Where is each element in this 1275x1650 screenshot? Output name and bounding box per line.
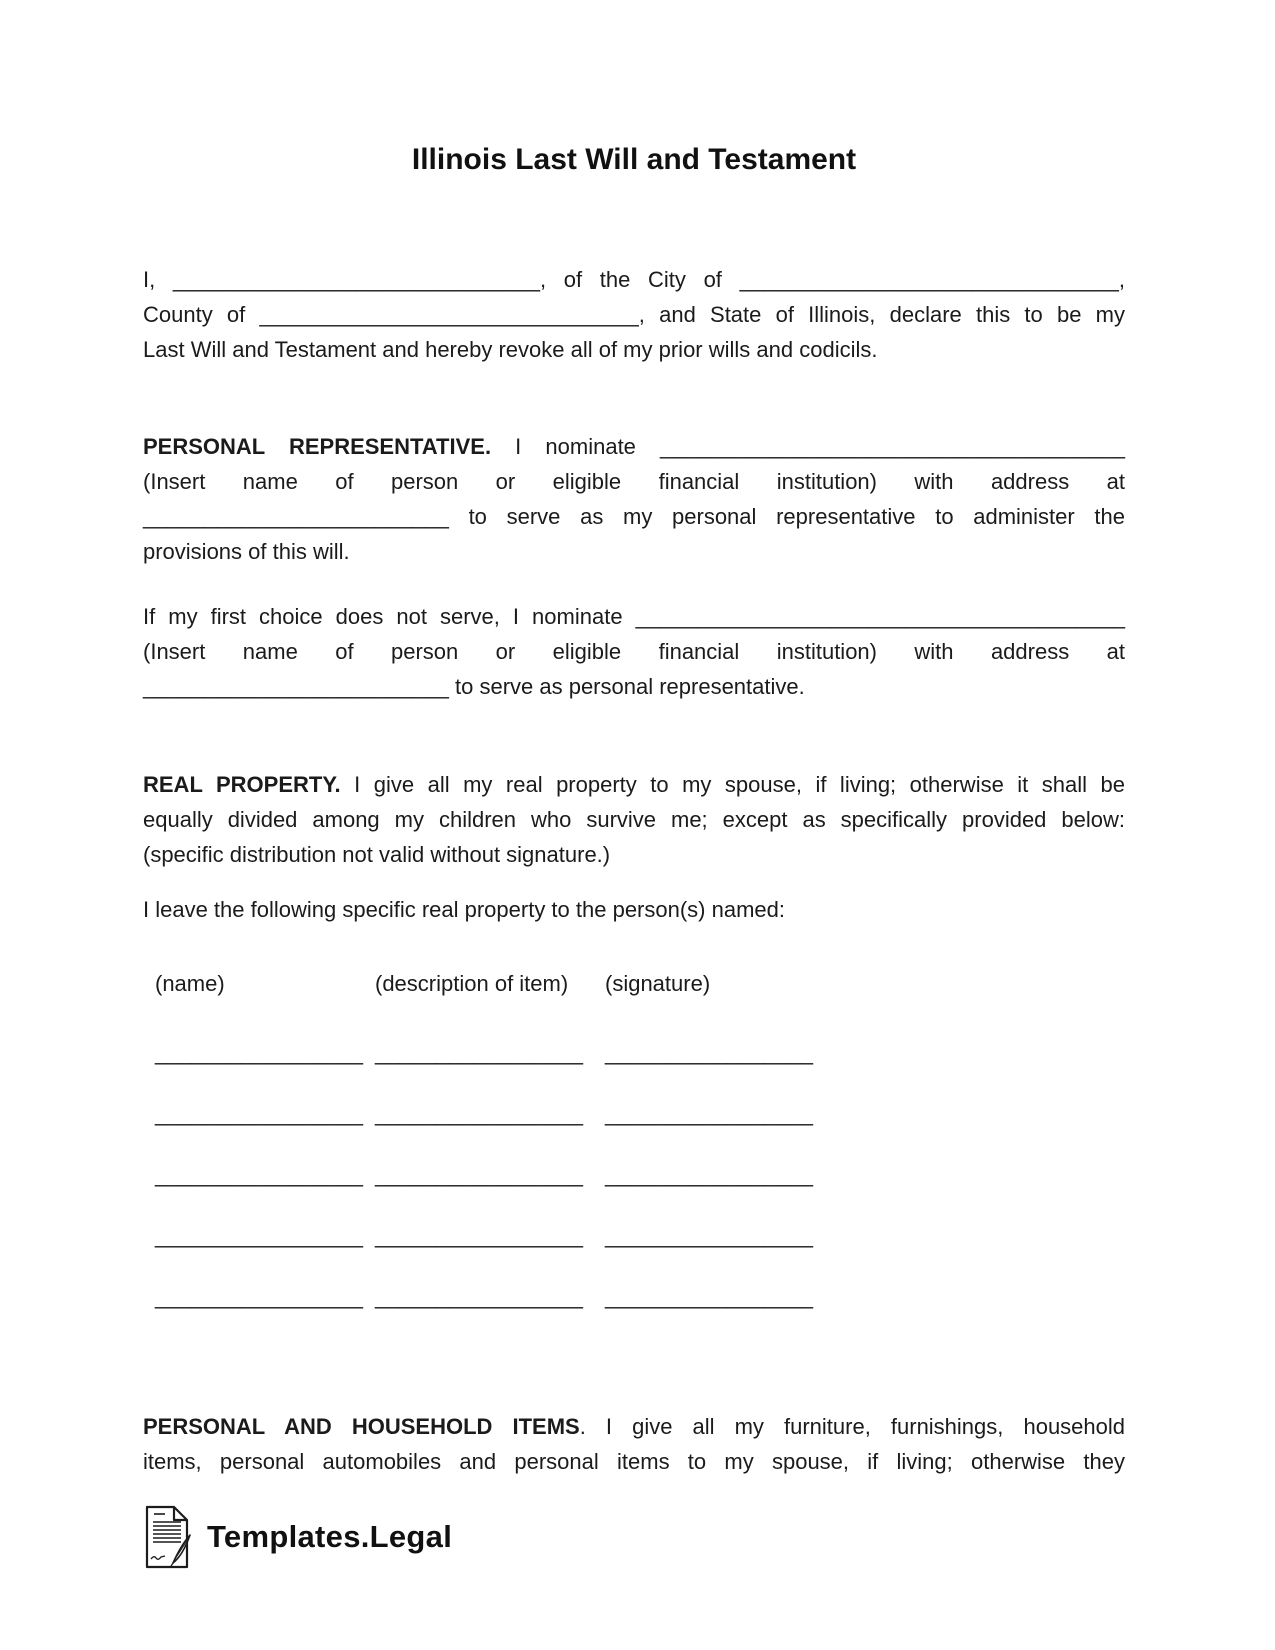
section-heading-run: PERSONAL AND HOUSEHOLD ITEMS xyxy=(143,1414,580,1439)
templates-legal-logo-icon xyxy=(143,1505,191,1569)
block-real-property-lead xyxy=(143,892,1125,927)
text-run: _________________________ to serve as personal representative. xyxy=(143,674,805,699)
table-row xyxy=(143,1035,1125,1070)
text-line xyxy=(143,767,1125,802)
fill-in-blank: _________________ xyxy=(605,1040,814,1065)
block-personal-rep-2 xyxy=(143,599,1125,704)
text-line xyxy=(143,1409,1125,1444)
fill-in-blank: _________________ xyxy=(155,1101,364,1126)
text-line xyxy=(143,599,1125,634)
text-run: If my first choice does not serve, I nominate ________________________________________ xyxy=(143,604,1125,629)
fill-in-blank: _________________ xyxy=(155,1223,364,1248)
footer-brand xyxy=(143,1505,1125,1569)
table-row xyxy=(143,1279,1125,1314)
table-header-row xyxy=(143,966,1125,1001)
fill-in-blank: _________________ xyxy=(605,1101,814,1126)
brand-name: Templates.Legal xyxy=(207,1519,453,1554)
fill-in-blank: _________________ xyxy=(605,1162,814,1187)
text-line xyxy=(143,837,1125,872)
block-personal-rep-1 xyxy=(143,429,1125,569)
table-row xyxy=(143,1218,1125,1253)
text-run: (Insert name of person or eligible financial institution) with address at xyxy=(143,469,1125,494)
fill-in-blank: _________________ xyxy=(375,1040,584,1065)
text-line xyxy=(143,297,1125,332)
text-line xyxy=(143,669,1125,704)
text-run: Last Will and Testament and hereby revoke all of my prior wills and codicils. xyxy=(143,337,878,362)
fill-in-blank: _________________ xyxy=(605,1223,814,1248)
text-run: . I give all my furniture, furnishings, household xyxy=(579,1414,1126,1439)
fill-in-blank: _________________ xyxy=(375,1284,584,1309)
fill-in-blank: _________________ xyxy=(375,1223,584,1248)
text-line xyxy=(143,464,1125,499)
text-run: items, personal automobiles and personal items to my spouse, if living; otherwise they xyxy=(143,1449,1125,1474)
text-run: County of _______________________________, and State of Illinois, declare this to be my xyxy=(143,302,1125,327)
table-column-header: (signature) xyxy=(605,971,711,996)
text-run: I give all my real property to my spouse, if living; otherwise it shall be xyxy=(340,772,1125,797)
text-run: equally divided among my children who survive me; except as specifically provided below: xyxy=(143,807,1125,832)
table-row xyxy=(143,1157,1125,1192)
text-line xyxy=(143,429,1125,464)
table-column-header: (description of item) xyxy=(375,971,569,996)
fill-in-blank: _________________ xyxy=(375,1162,584,1187)
fill-in-blank: _________________ xyxy=(155,1284,364,1309)
text-run: I, ______________________________, of the City of _______________________________, xyxy=(143,267,1125,292)
text-run: I nominate ______________________________________ xyxy=(491,434,1125,459)
table-row xyxy=(143,1096,1125,1131)
block-intro xyxy=(143,262,1125,367)
text-run: I leave the following specific real property to the person(s) named: xyxy=(143,897,785,922)
text-line xyxy=(143,262,1125,297)
text-line xyxy=(143,332,1125,367)
text-run: (Insert name of person or eligible financial institution) with address at xyxy=(143,639,1125,664)
text-line xyxy=(143,1444,1125,1479)
text-line xyxy=(143,499,1125,534)
document-title: Illinois Last Will and Testament xyxy=(411,143,857,176)
section-heading-run: REAL PROPERTY. xyxy=(143,772,341,797)
text-run: _________________________ to serve as my personal representative to administer the xyxy=(143,504,1125,529)
text-line xyxy=(143,534,1125,569)
fill-in-blank: _________________ xyxy=(375,1101,584,1126)
table-column-header: (name) xyxy=(155,971,225,996)
fill-in-blank: _________________ xyxy=(155,1162,364,1187)
section-heading-run: PERSONAL REPRESENTATIVE. xyxy=(143,434,492,459)
text-line xyxy=(143,802,1125,837)
block-household-items xyxy=(143,1409,1125,1479)
fill-in-blank: _________________ xyxy=(155,1040,364,1065)
fill-in-blank: _________________ xyxy=(605,1284,814,1309)
text-line xyxy=(143,892,1125,927)
block-property-table xyxy=(143,966,1125,1314)
text-run: provisions of this will. xyxy=(143,539,350,564)
document-body xyxy=(143,262,1125,1479)
block-real-property xyxy=(143,767,1125,872)
text-line xyxy=(143,634,1125,669)
text-run: (specific distribution not valid without signature.) xyxy=(143,842,611,867)
